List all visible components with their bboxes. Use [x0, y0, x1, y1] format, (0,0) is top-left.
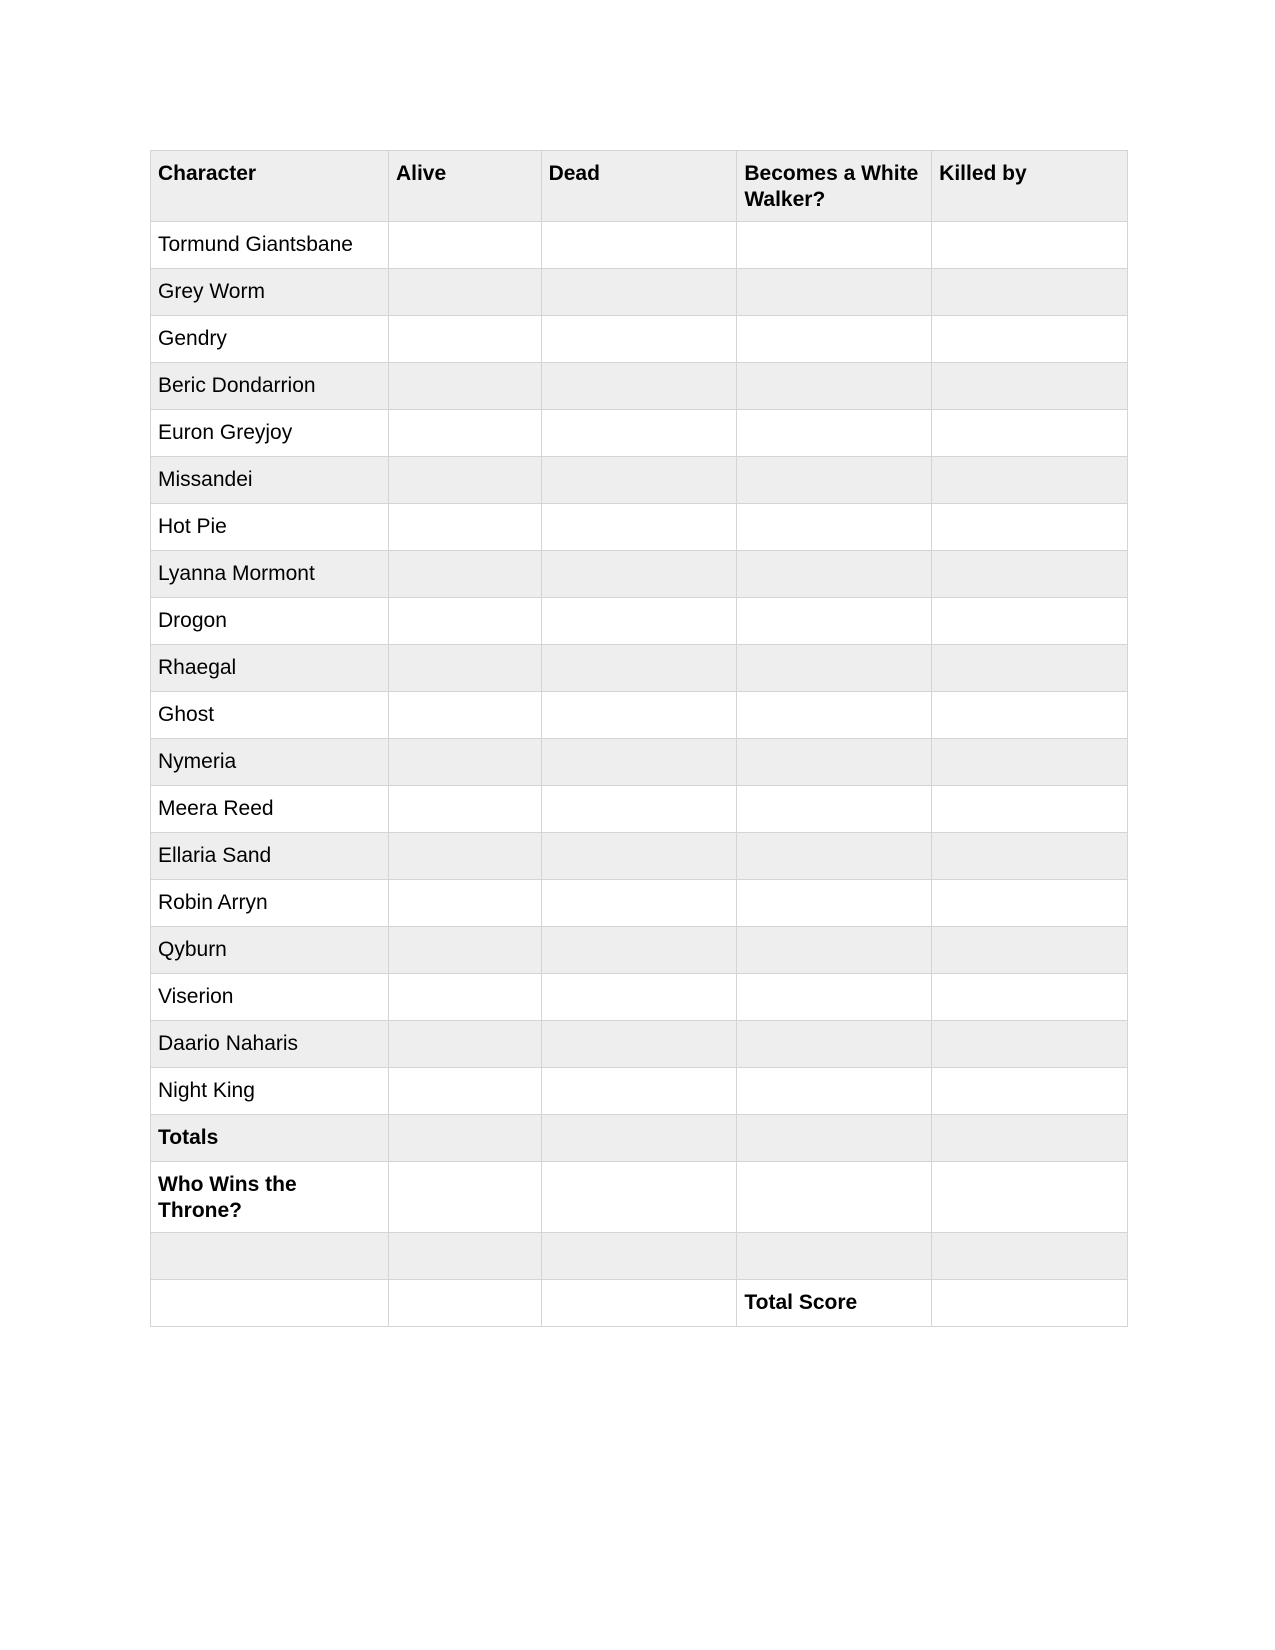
killed-by-cell[interactable] [932, 880, 1128, 927]
killed-by-cell[interactable] [932, 974, 1128, 1021]
table-row [151, 504, 1128, 551]
white-walker-cell[interactable] [737, 1021, 932, 1068]
alive-cell[interactable] [388, 645, 541, 692]
table-row [151, 222, 1128, 269]
white-walker-cell[interactable] [737, 833, 932, 880]
white-walker-cell[interactable] [737, 927, 932, 974]
table-row [151, 786, 1128, 833]
white-walker-cell[interactable] [737, 551, 932, 598]
character-name: Qyburn [151, 927, 389, 974]
dead-total-cell[interactable] [541, 1115, 737, 1162]
table-row [151, 739, 1128, 786]
alive-cell[interactable] [388, 833, 541, 880]
killed-by-cell[interactable] [932, 833, 1128, 880]
alive-cell[interactable] [388, 1021, 541, 1068]
character-name: Daario Naharis [151, 1021, 389, 1068]
throne-answer-cell[interactable] [541, 1162, 737, 1233]
killed-by-cell[interactable] [932, 692, 1128, 739]
alive-cell[interactable] [388, 786, 541, 833]
character-name: Euron Greyjoy [151, 410, 389, 457]
throne-row [151, 1162, 1128, 1233]
killed-by-cell[interactable] [932, 927, 1128, 974]
killed-by-cell[interactable] [932, 551, 1128, 598]
dead-cell[interactable] [541, 786, 737, 833]
white-walker-cell[interactable] [737, 786, 932, 833]
header-row [151, 151, 1128, 222]
table-row [151, 363, 1128, 410]
character-name: Night King [151, 1068, 389, 1115]
alive-cell[interactable] [388, 739, 541, 786]
character-name: Robin Arryn [151, 880, 389, 927]
blank-cell[interactable] [541, 1233, 737, 1280]
throne-label: Who Wins the Throne? [151, 1162, 389, 1233]
dead-cell[interactable] [541, 598, 737, 645]
alive-cell[interactable] [388, 927, 541, 974]
dead-cell[interactable] [541, 504, 737, 551]
killed-by-cell[interactable] [932, 316, 1128, 363]
alive-cell[interactable] [388, 222, 541, 269]
character-name: Drogon [151, 598, 389, 645]
dead-cell[interactable] [541, 974, 737, 1021]
white-walker-cell[interactable] [737, 974, 932, 1021]
dead-cell[interactable] [541, 739, 737, 786]
total-score-cell[interactable] [932, 1280, 1128, 1327]
dead-cell[interactable] [541, 551, 737, 598]
prediction-table [150, 150, 1128, 1327]
header-alive: Alive [388, 151, 541, 222]
alive-cell[interactable] [388, 269, 541, 316]
alive-cell[interactable] [388, 363, 541, 410]
character-name: Lyanna Mormont [151, 551, 389, 598]
dead-cell[interactable] [541, 833, 737, 880]
header-killed-by: Killed by [932, 151, 1128, 222]
white-walker-cell[interactable] [737, 222, 932, 269]
character-name: Nymeria [151, 739, 389, 786]
killed-by-cell[interactable] [932, 504, 1128, 551]
character-name: Meera Reed [151, 786, 389, 833]
killed-by-cell[interactable] [932, 645, 1128, 692]
dead-cell[interactable] [541, 363, 737, 410]
character-name: Ellaria Sand [151, 833, 389, 880]
character-name: Tormund Giantsbane [151, 222, 389, 269]
total-score-label: Total Score [737, 1280, 932, 1327]
dead-cell[interactable] [541, 880, 737, 927]
white-walker-cell[interactable] [737, 410, 932, 457]
white-walker-cell[interactable] [737, 598, 932, 645]
dead-cell[interactable] [541, 1068, 737, 1115]
alive-cell[interactable] [388, 1068, 541, 1115]
white-walker-cell[interactable] [737, 504, 932, 551]
alive-cell[interactable] [388, 692, 541, 739]
throne-answer-cell[interactable] [388, 1162, 541, 1233]
totals-label: Totals [151, 1115, 389, 1162]
blank-cell[interactable] [541, 1280, 737, 1327]
blank-cell[interactable] [737, 1233, 932, 1280]
dead-cell[interactable] [541, 410, 737, 457]
dead-cell[interactable] [541, 269, 737, 316]
white-walker-cell[interactable] [737, 269, 932, 316]
blank-cell[interactable] [151, 1233, 389, 1280]
blank-cell[interactable] [151, 1280, 389, 1327]
killed-by-total-cell[interactable] [932, 1115, 1128, 1162]
killed-by-cell[interactable] [932, 598, 1128, 645]
character-name: Gendry [151, 316, 389, 363]
white-walker-cell[interactable] [737, 739, 932, 786]
alive-total-cell[interactable] [388, 1115, 541, 1162]
alive-cell[interactable] [388, 457, 541, 504]
blank-cell[interactable] [932, 1233, 1128, 1280]
killed-by-cell[interactable] [932, 222, 1128, 269]
dead-cell[interactable] [541, 316, 737, 363]
throne-answer-cell[interactable] [932, 1162, 1128, 1233]
blank-cell[interactable] [388, 1233, 541, 1280]
dead-cell[interactable] [541, 457, 737, 504]
white-walker-cell[interactable] [737, 645, 932, 692]
header-white-walker: Becomes a White Walker? [737, 151, 932, 222]
blank-cell[interactable] [388, 1280, 541, 1327]
killed-by-cell[interactable] [932, 410, 1128, 457]
white-walker-cell[interactable] [737, 1068, 932, 1115]
total-score-row [151, 1280, 1128, 1327]
table-row [151, 833, 1128, 880]
character-name: Ghost [151, 692, 389, 739]
table-row [151, 880, 1128, 927]
alive-cell[interactable] [388, 551, 541, 598]
header-dead: Dead [541, 151, 737, 222]
character-name: Hot Pie [151, 504, 389, 551]
dead-cell[interactable] [541, 645, 737, 692]
killed-by-cell[interactable] [932, 363, 1128, 410]
killed-by-cell[interactable] [932, 739, 1128, 786]
white-walker-cell[interactable] [737, 363, 932, 410]
table-row [151, 692, 1128, 739]
table-row [151, 974, 1128, 1021]
white-walker-cell[interactable] [737, 457, 932, 504]
throne-answer-cell[interactable] [737, 1162, 932, 1233]
killed-by-cell[interactable] [932, 1068, 1128, 1115]
table-row [151, 645, 1128, 692]
killed-by-cell[interactable] [932, 457, 1128, 504]
white-walker-cell[interactable] [737, 880, 932, 927]
white-walker-total-cell[interactable] [737, 1115, 932, 1162]
white-walker-cell[interactable] [737, 692, 932, 739]
table-row [151, 1021, 1128, 1068]
character-name: Missandei [151, 457, 389, 504]
table-row [151, 269, 1128, 316]
killed-by-cell[interactable] [932, 786, 1128, 833]
dead-cell[interactable] [541, 927, 737, 974]
killed-by-cell[interactable] [932, 1021, 1128, 1068]
blank-row [151, 1233, 1128, 1280]
white-walker-cell[interactable] [737, 316, 932, 363]
alive-cell[interactable] [388, 410, 541, 457]
dead-cell[interactable] [541, 692, 737, 739]
dead-cell[interactable] [541, 1021, 737, 1068]
character-name: Grey Worm [151, 269, 389, 316]
table-row [151, 1068, 1128, 1115]
totals-row [151, 1115, 1128, 1162]
character-name: Beric Dondarrion [151, 363, 389, 410]
dead-cell[interactable] [541, 222, 737, 269]
killed-by-cell[interactable] [932, 269, 1128, 316]
table-row [151, 410, 1128, 457]
character-name: Viserion [151, 974, 389, 1021]
table-row [151, 457, 1128, 504]
alive-cell[interactable] [388, 974, 541, 1021]
alive-cell[interactable] [388, 316, 541, 363]
alive-cell[interactable] [388, 880, 541, 927]
table-row [151, 598, 1128, 645]
character-name: Rhaegal [151, 645, 389, 692]
table-row [151, 316, 1128, 363]
header-character: Character [151, 151, 389, 222]
alive-cell[interactable] [388, 504, 541, 551]
alive-cell[interactable] [388, 598, 541, 645]
table-row [151, 551, 1128, 598]
table-row [151, 927, 1128, 974]
